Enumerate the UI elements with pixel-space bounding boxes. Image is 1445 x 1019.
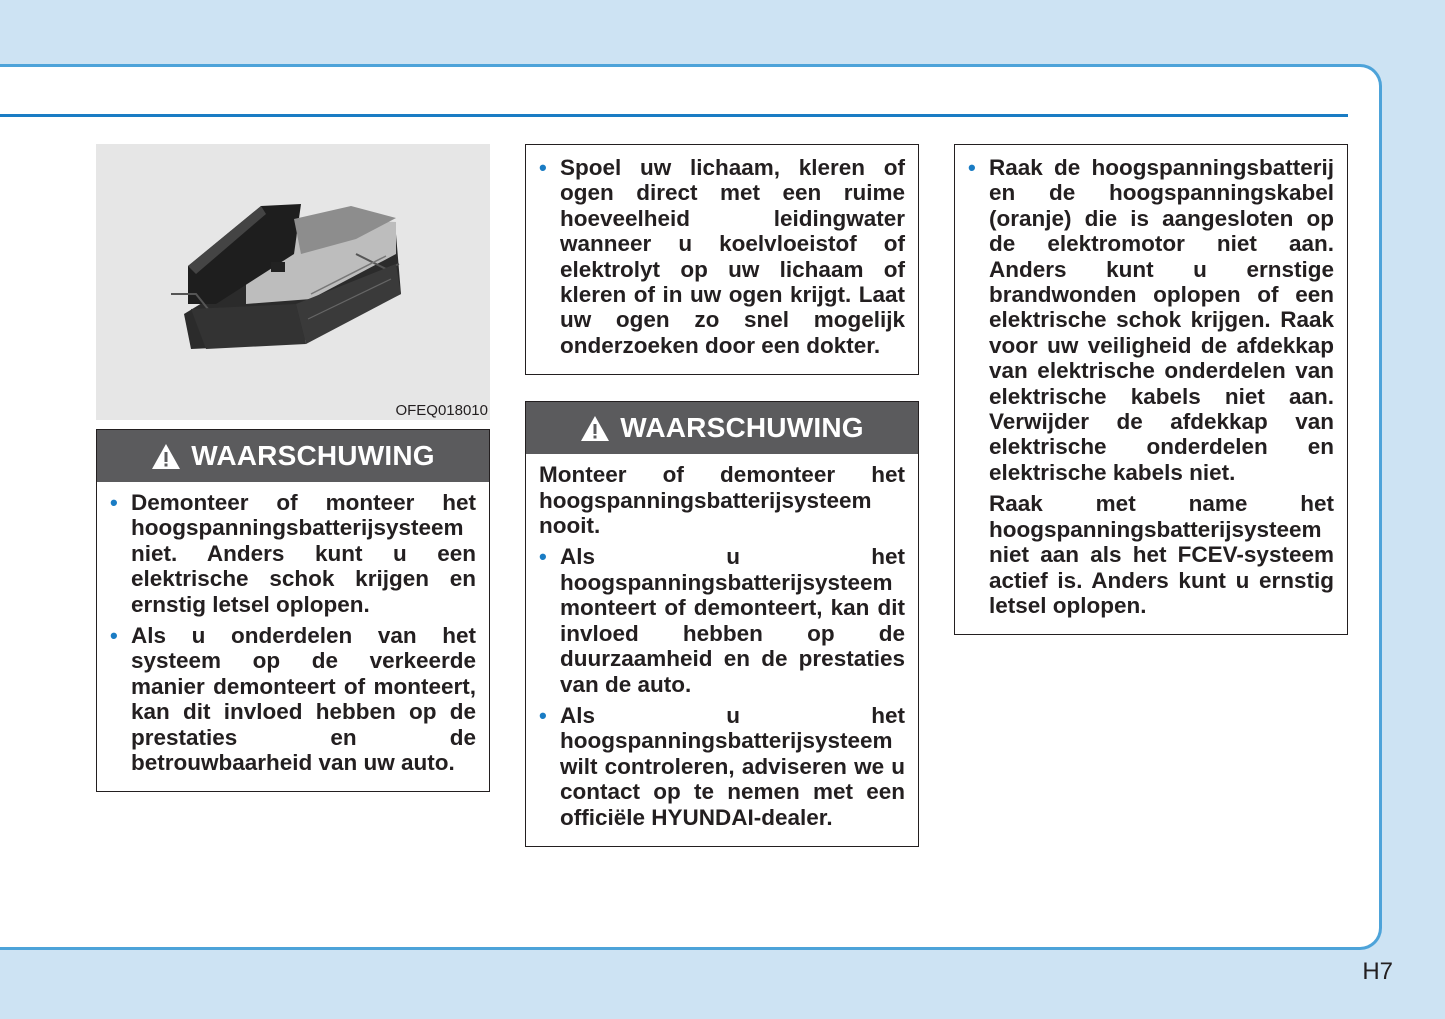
header-rule	[0, 114, 1348, 117]
list-item: • Als u het hoogspanningsbatterijsysteem monteert of demonteert, kan dit invloed hebben op de duurzaamheid en de prestaties van de auto.	[539, 544, 905, 696]
column-1	[96, 144, 490, 792]
column-2	[525, 144, 919, 847]
list-item: • Als u onderdelen van het systeem op de verkeerde manier demonteert of monteert, kan dit invloed hebben op de prestaties en de betrouwbaarheid van uw auto.	[110, 623, 476, 775]
page-number: H7	[1362, 958, 1393, 985]
battery-pack-illustration-icon	[96, 144, 490, 420]
warning-body-2	[526, 454, 918, 846]
list-item: • Raak de hoogspanningsbatterij en de hoogspanningskabel (oranje) die is aangesloten op de elektromotor niet aan. Anders kunt u ernstige brandwonden oplopen of een elektrische schok krijgen. Raak voor uw veiligheid de afdekkap van elektrische onderdelen van elektrische kabels niet aan. Verwijder de afdekkap van elektrische onderdelen en elektrische kabels niet.	[968, 155, 1334, 485]
list-item: • Demonteer of monteer het hoogspanningsbatterijsysteem niet. Anders kunt u een elektrische schok krijgen en ernstig letsel oplopen.	[110, 490, 476, 617]
warning-box-2	[525, 401, 919, 847]
list-item: • Spoel uw lichaam, kleren of ogen direct met een ruime hoeveelheid leidingwater wanneer u koelvloeistof of elektrolyt op uw lichaam of kleren of in uw ogen krijgt. Laat uw ogen zo snel mogelijk onderzoeken door een dokter.	[539, 155, 905, 358]
figure-code: OFEQ018010	[395, 402, 488, 419]
warning-body-1	[97, 482, 489, 791]
warning-box-1	[96, 429, 490, 792]
warning-title-1: WAARSCHUWING	[191, 440, 435, 471]
warning-title-2: WAARSCHUWING	[620, 412, 864, 444]
warning-triangle-icon	[580, 415, 610, 442]
continued-box-3	[954, 144, 1348, 635]
note-paragraph: Raak met name het hoogspanningsbatterijsysteem niet aan als het FCEV-systeem actief is. Anders kunt u ernstig letsel oplopen.	[989, 491, 1334, 618]
battery-base-front	[191, 304, 306, 349]
warning-header-2	[526, 402, 918, 454]
list-item: • Als u het hoogspanningsbatterijsysteem wilt controleren, adviseren we u contact op te nemen met een officiële HYUNDAI-dealer.	[539, 703, 905, 830]
battery-figure	[96, 144, 490, 420]
continued-body-3	[955, 145, 1347, 634]
continued-body-2	[526, 145, 918, 374]
warning-header-1	[97, 430, 489, 482]
column-3	[954, 144, 1348, 635]
continued-box-2	[525, 144, 919, 375]
battery-connector	[271, 262, 285, 272]
warning-intro: Monteer of demonteer het hoogspanningsbatterijsysteem nooit.	[539, 462, 905, 539]
warning-triangle-icon	[151, 443, 181, 470]
